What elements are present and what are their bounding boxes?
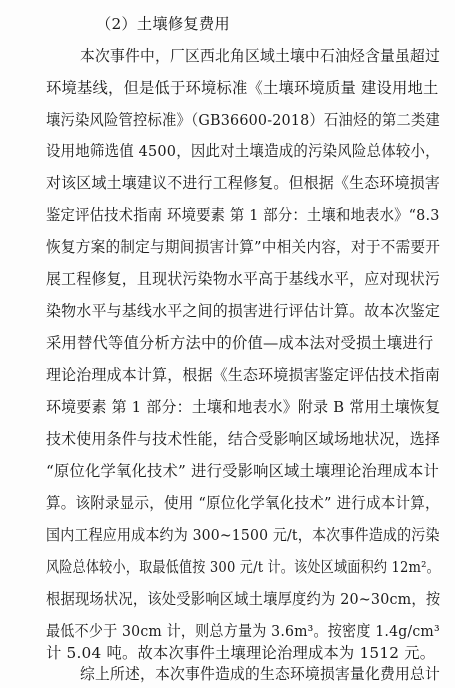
paragraph-line: 壤污染风险管控标准》（GB36600-2018）石油烃的第二类建 (46, 111, 440, 129)
paragraph-line: 理论治理成本计算，根据《生态环境损害鉴定评估技术指南 (46, 366, 441, 384)
paragraph-line: 国内工程应用成本约为 300~1500 元/t，本次事件造成的污染 (46, 526, 440, 544)
paragraph-line: 风险总体较小，取最低值按 300 元/t 计。该处区域面积约 12m²。 (46, 558, 440, 576)
paragraph-line: 最低不少于 30cm 计，则总方量为 3.6m³。按密度 1.4g/cm³ (46, 622, 440, 640)
paragraph-line: 染物水平与基线水平之间的损害进行评估计算。故本次鉴定 (46, 302, 441, 320)
paragraph-line: 采用替代等值分析方法中的价值—成本法对受损土壤进行 (46, 334, 434, 352)
section-heading: （2）土壤修复费用 (96, 15, 230, 33)
paragraph-line: 环境基线，但是低于环境标准《土壤环境质量 建设用地土 (46, 79, 439, 97)
paragraph-line: 环境要素 第 1 部分：土壤和地表水》附录 B 常用土壤恢复 (46, 398, 441, 416)
closing-line: 综上所述，本次事件造成的生态环境损害量化费用总计 (80, 665, 441, 683)
paragraph-line: 计 5.04 吨。故本次事件土壤理论治理成本为 1512 元。 (46, 644, 436, 662)
paragraph-line: 技术使用条件与技术性能，结合受影响区域场地状况，选择 (46, 430, 441, 448)
paragraph-line: “原位化学氧化技术” 进行受影响区域土壤理论治理成本计 (46, 462, 440, 480)
paragraph-line: 恢复方案的制定与期间损害计算”中相关内容，对于不需要开 (46, 238, 441, 256)
paragraph-line: 设用地筛选值 4500，因此对土壤造成的污染风险总体较小， (46, 142, 440, 160)
paragraph-line: 对该区域土壤建议不进行工程修复。但根据《生态环境损害 (46, 174, 441, 192)
paragraph-line: 根据现场状况，该处受影响区域土壤厚度约为 20~30cm，按 (46, 590, 441, 608)
paragraph-line: 展工程修复，且现状污染物水平高于基线水平，应对现状污 (46, 270, 441, 288)
paragraph-line: 鉴定评估技术指南 环境要素 第 1 部分：土壤和地表水》“8.3 (46, 206, 440, 224)
paragraph-line: 本次事件中，厂区西北角区域土壤中石油烃含量虽超过 (80, 47, 441, 65)
paragraph-line: 算。该附录显示，使用 “原位化学氧化技术” 进行成本计算， (46, 494, 440, 512)
